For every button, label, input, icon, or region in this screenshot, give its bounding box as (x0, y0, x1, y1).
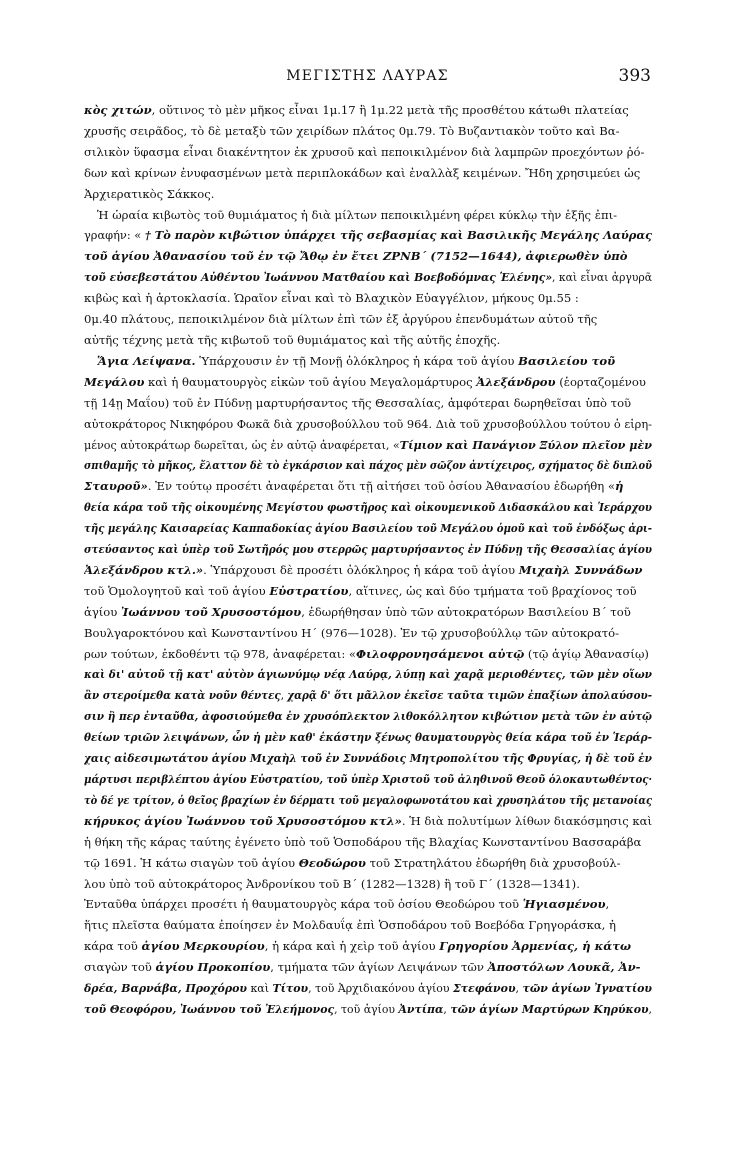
emphasis-text: τοῦ εὐσεβεστάτου Αὐθέντου Ἰωάννου Ματθαίου καὶ Βοεβοδόμνας Ἑλένης» (84, 270, 553, 285)
body-text-span: λου ὑπὸ τοῦ αὐτοκράτορος Ἀνδρονίκου τοῦ Β΄ (1282—1328) ἢ τοῦ Γ΄ (1328—1341). (84, 876, 580, 891)
body-text-span: καὶ (246, 981, 273, 996)
body-text-span: μένος αὐτοκράτωρ δωρεῖται, ὡς ἐν αὐτῷ ἀναφέρεται, « (84, 437, 400, 452)
body-text-span: Ἐνταῦθα ὑπάρχει προσέτι ἡ θαυματουργὸς κάρα τοῦ ὁσίου Θεοδώρου τοῦ (84, 897, 523, 912)
body-text-span: . Ἐν τούτῳ προσέτι ἀναφέρεται ὅτι τῇ αἰτήσει τοῦ ὁσίου Ἀθανασίου ἐδωρήθη « (147, 479, 615, 494)
text-line (84, 706, 652, 727)
text-line (84, 769, 652, 790)
body-text-span: ἡ θήκη τῆς κάρας ταύτης ἐγένετο ὑπὸ τοῦ Ὁσποδάρου τῆς Βλαχίας Κωνσταντίνου Βασσαράβα (84, 834, 642, 849)
body-text-span: καὶ ἡ θαυματουργὸς εἰκὼν τοῦ ἁγίου Μεγαλομάρτυρος (144, 374, 477, 389)
text-line (84, 915, 652, 936)
body-text (84, 100, 652, 1020)
text-line (84, 163, 652, 184)
running-title: ΜΕΓΙΣΤΗΣ ΛΑΥΡΑΣ (286, 68, 449, 84)
emphasis-text: Ἰωάννου τοῦ Χρυσοστόμου (121, 604, 302, 619)
emphasis-text: ἡ (615, 479, 624, 494)
emphasis-text: ἁγίου Μερκουρίου (141, 939, 265, 954)
body-text-span: , (515, 981, 523, 996)
emphasis-text: στεύσαντος καὶ ὑπὲρ τοῦ Σωτῆρός μου στερρῶς μαρτυρήσαντος ἐν Πύδνῃ τῆς Θεσσαλίας ἁγίου (84, 542, 652, 557)
text-line (84, 790, 652, 811)
body-text-span: χρυσῆς σειρᾶδος, τὸ δὲ μεταξὺ τῶν χειρίδων πλάτος 0μ.79. Τὸ Βυζαντιακὸν τοῦτο καὶ Βα- (84, 123, 620, 138)
text-line (84, 184, 652, 205)
body-text-span: αὐτοκράτορος Νικηφόρου Φωκᾶ διὰ χρυσοβούλλου τοῦ 964. Διὰ τοῦ χρυσοβούλλου τούτου ὁ εἰρη- (84, 416, 652, 431)
body-text-span: Βουλγαροκτόνου καὶ Κωνσταντίνου Η΄ (976—1028). Ἐν τῷ χρυσοβούλλῳ τῶν αὐτοκρατό- (84, 625, 620, 640)
body-text-span: , οὕτινος τὸ μὲν μῆκος εἶναι 1μ.17 ἢ 1μ.22 μετὰ τῆς προσθέτου κάτωθι πλατείας (151, 103, 629, 117)
emphasis-text: Ἡγιασμένου (522, 897, 606, 912)
emphasis-text: Στεφάνου (453, 981, 516, 996)
text-line (84, 518, 652, 539)
body-text-span: , (648, 1001, 652, 1016)
emphasis-text: ἁγίου Προκοπίου (155, 960, 271, 975)
emphasis-text: σπιθαμῆς τὸ μῆκος, ἔλαττον δὲ τὸ ἐγκάρσιον καὶ πάχος μὲν σῶζον ἀντίχειρος, σχήματος δὲ διπλοῦ (84, 458, 652, 473)
emphasis-text: χαρᾷ δ' ὅτι μᾶλλον ἐκεῖσε ταῦτα τιμῶν ἐπαξίων ἀπολαύσου- (287, 688, 652, 703)
text-line (84, 225, 652, 246)
body-text-span: δων καὶ κρίνων ἐνυφασμένων μετὰ περιπλοκάδων καὶ ἐναλλὰξ κειμένων. Ἤδη χρησιμεύει ὡς (84, 165, 641, 180)
emphasis-text: κὸς χιτών (84, 103, 152, 117)
body-text-span: , (443, 1001, 451, 1016)
emphasis-text: Γρηγορίου Ἀρμενίας, ἡ κάτω (439, 939, 632, 954)
emphasis-text: Μιχαὴλ Συννάδων (518, 562, 643, 577)
body-text-span: τοῦ Ὁμολογητοῦ καὶ τοῦ ἁγίου (84, 583, 270, 598)
body-text-span: , καὶ εἶναι ἀργυρᾶ (552, 270, 652, 285)
text-line (84, 142, 652, 163)
emphasis-text: Εὐστρατίου (269, 583, 349, 598)
body-text-span: , ἡ κάρα καὶ ἡ χεὶρ τοῦ ἁγίου (264, 939, 440, 954)
text-line (84, 832, 652, 853)
body-text-span: αὐτῆς τέχνης μετὰ τῆς κιβωτοῦ τοῦ θυμιάματος καὶ τῆς αὐτῆς ἐποχῆς. (84, 332, 501, 347)
emphasis-text: Σταυροῦ» (84, 479, 148, 494)
text-line (84, 664, 652, 685)
body-text-span: , ἐδωρήθησαν ὑπὸ τῶν αὐτοκρατόρων Βασιλείου Β΄ τοῦ (301, 604, 631, 619)
text-line (84, 602, 652, 623)
emphasis-text: τοῦ ἁγίου Ἀθανασίου τοῦ ἐν τῷ Ἄθῳ ἐν ἔτει ΖΡΝΒ΄ (7152—1644), ἀφιερωθὲν ὑπὸ (84, 249, 628, 264)
body-text-span: Ἡ ὡραία κιβωτὸς τοῦ θυμιάματος ἡ διὰ μίλτων πεποικιλμένη φέρει κύκλῳ τὴν ἑξῆς ἐπι- (97, 207, 618, 222)
body-text-span: τῷ 1691. Ἡ κάτω σιαγὼν τοῦ ἁγίου (84, 855, 299, 870)
body-text-span: τῇ 14ῃ Μαΐου) τοῦ ἐν Πύδνῃ μαρτυρήσαντος τῆς Θεσσαλίας, ἀμφότεραι δωρηθεῖσαι ὑπὸ τοῦ (84, 395, 632, 410)
body-text-span: , (280, 688, 288, 703)
emphasis-text: Ἀποστόλων Λουκᾶ, Ἀν- (487, 960, 641, 975)
emphasis-text: χαις αἰδεσιμωτάτου ἁγίου Μιχαὴλ τοῦ ἐν Συννάδοις Μητροπολίτου τῆς Φρυγίας, ἡ δὲ τοῦ ἐν (84, 751, 652, 766)
text-line (84, 894, 652, 915)
text-line (84, 351, 652, 372)
text-line (84, 476, 652, 497)
body-text-span: ἁγίου (84, 604, 122, 619)
body-text-span: , (605, 897, 610, 912)
body-text-span: , τοῦ Ἀρχιδιακόνου ἁγίου (308, 981, 454, 996)
emphasis-text: τῆς μεγάλης Καισαρείας Καππαδοκίας ἁγίου Βασιλείου τοῦ Μεγάλου ὁμοῦ καὶ τοῦ ἐνδόξως ἀρι- (84, 521, 652, 536)
body-text-span: , αἵτινες, ὡς καὶ δύο τμήματα τοῦ βραχίονος τοῦ (348, 583, 637, 598)
body-text-span: Ὑπάρχουσιν ἐν τῇ Μονῇ ὁλόκληρος ἡ κάρα τοῦ ἁγίου (195, 353, 519, 368)
body-text-span: , τμήματα τῶν ἁγίων Λειψάνων τῶν (270, 960, 488, 975)
text-line (84, 811, 652, 832)
body-text-span: 0μ.40 πλάτους, πεποικιλμένον διὰ μίλτων ἐπὶ τῶν ἐξ ἀργύρου ἐπενδυμάτων αὐτοῦ τῆς (84, 312, 598, 327)
body-text-span: ἥτις πλεῖστα θαύματα ἐποίησεν ἐν Μολδαυΐᾳ ἐπὶ Ὁσποδάρου τοῦ Βοεβόδα Γρηγοράσκα, ἡ (84, 918, 616, 933)
emphasis-text: καὶ δι' αὐτοῦ τῇ κατ' αὐτὸν ἁγιωνύμῳ νέᾳ Λαύρᾳ, λύπῃ καὶ χαρᾷ μεριοθέντες, τῶν μὲν οἵων (84, 667, 652, 682)
text-line (84, 435, 652, 456)
text-line (84, 121, 652, 142)
text-line (84, 205, 652, 226)
emphasis-text: θεία κάρα τοῦ τῆς οἰκουμένης Μεγίστου φωστῆρος καὶ οἰκουμενικοῦ Διδασκάλου καὶ Ἱεράρχου (84, 500, 652, 515)
page-header (84, 66, 651, 90)
emphasis-text: μάρτυσι περιβλέπτου ἁγίου Εὐστρατίου, τοῦ ὑπὲρ Χριστοῦ τοῦ ἀληθινοῦ Θεοῦ ὁλοκαυτωθέντος· (84, 772, 652, 786)
emphasis-text: † Τὸ παρὸν κιβώτιον ὑπάρχει τῆς σεβασμίας καὶ Βασιλικῆς Μεγάλης Λαύρας (144, 228, 652, 243)
emphasis-text: Τίτου (272, 981, 309, 996)
text-line (84, 267, 652, 288)
emphasis-text: ἂν στεροίμεθα κατὰ νοῦν θέντες (84, 688, 281, 703)
emphasis-text: κήρυκος ἁγίου Ἰωάννου τοῦ Χρυσοστόμου κτλ» (84, 813, 402, 828)
body-text-span: ρων τούτων, ἐκδοθέντι τῷ 978, ἀναφέρεται: « (84, 646, 357, 661)
text-line (84, 414, 652, 435)
emphasis-text: Φιλοφρονησάμενοι αὐτῷ (356, 646, 525, 661)
emphasis-text: Ἅγια Λείψανα. (97, 353, 196, 368)
text-line (84, 497, 652, 518)
body-text-span: κάρα τοῦ (84, 939, 142, 954)
text-line (84, 393, 652, 414)
body-text-span: . Ὑπάρχουσι δὲ προσέτι ὁλόκληρος ἡ κάρα τοῦ ἁγίου (203, 562, 519, 577)
emphasis-text: τὸ δέ γε τρίτον, ὁ θεῖος βραχίων ἐν δέρματι τοῦ μεγαλοφωνοτάτου καὶ χρυσηλάτου τῆς μετανοίας (84, 792, 652, 807)
body-text-span: , τοῦ ἁγίου (334, 1001, 399, 1016)
body-text-span: σιλικὸν ὕφασμα εἶναι διακέντητον ἐκ χρυσοῦ καὶ πεποικιλμένον διὰ λαμπρῶν προεχόντων ῥό- (84, 144, 645, 159)
text-line (84, 999, 652, 1020)
text-line (84, 874, 652, 895)
emphasis-text: τῶν ἁγίων Ἰγνατίου (522, 981, 652, 996)
body-text-span: γραφήν: « (84, 228, 145, 243)
body-text-span: Ἀρχιερατικὸς Σάκκος. (84, 186, 215, 201)
emphasis-text: σιν ἢ περ ἐνταῦθα, ἀφοσιούμεθα ἐν χρυσόπλεκτον λιθοκόλλητον κιβώτιον μετὰ τῶν ἐν αὐτῷ (84, 709, 652, 724)
emphasis-text: δρέα, Βαρνάβα, Προχόρου (84, 981, 247, 996)
emphasis-text: τοῦ Θεοφόρου, Ἰωάννου τοῦ Ἐλεήμονος (84, 1001, 335, 1016)
emphasis-text: Θεοδώρου (298, 855, 366, 870)
text-line (84, 288, 652, 309)
emphasis-text: Ἀλεξάνδρου κτλ.» (84, 562, 204, 577)
emphasis-text: Ἀντίπα (398, 1001, 444, 1016)
page-number: 393 (618, 66, 651, 86)
text-line (84, 936, 652, 957)
text-line (84, 957, 652, 978)
text-line (84, 978, 652, 999)
body-text-span: (ἑορταζομένου (555, 374, 646, 389)
text-line (84, 748, 652, 769)
emphasis-text: θείων τριῶν λειψάνων, ὧν ἡ μὲν καθ' ἑκάστην ξένως θαυματουργὸς θεία κάρα τοῦ ἐν Ἱεράρ- (84, 730, 652, 745)
text-line (84, 623, 652, 644)
emphasis-text: τῶν ἁγίων Μαρτύρων Κηρύκου (450, 1001, 649, 1016)
body-text-span: (τῷ ἁγίῳ Ἀθανασίῳ) (524, 646, 649, 661)
emphasis-text: Μεγάλου (84, 374, 145, 389)
text-line (84, 330, 652, 351)
text-line (84, 560, 652, 581)
body-text-span: . Ἡ διὰ πολυτίμων λίθων διακόσμησις καὶ (401, 813, 652, 828)
text-line (84, 309, 652, 330)
emphasis-text: Βασιλείου τοῦ (518, 353, 616, 368)
text-line (84, 853, 652, 874)
body-text-span: σιαγὼν τοῦ (84, 960, 156, 975)
emphasis-text: Τίμιον καὶ Πανάγιον Ξύλον πλεῖον μὲν (399, 437, 652, 452)
text-line (84, 581, 652, 602)
body-text-span: κιβὼς καὶ ἡ ἀρτοκλασία. Ὡραῖον εἶναι καὶ τὸ Βλαχικὸν Εὐαγγέλιον, μήκους 0μ.55 : (84, 291, 579, 306)
text-line (84, 372, 652, 393)
text-line (84, 100, 652, 121)
body-text-span: τοῦ Στρατηλάτου ἐδωρήθη διὰ χρυσοβούλ- (365, 855, 621, 870)
text-line (84, 539, 652, 560)
emphasis-text: Ἀλεξάνδρου (476, 374, 556, 389)
text-line (84, 455, 652, 476)
text-line (84, 685, 652, 706)
text-line (84, 644, 652, 665)
text-line (84, 246, 652, 267)
text-line (84, 727, 652, 748)
